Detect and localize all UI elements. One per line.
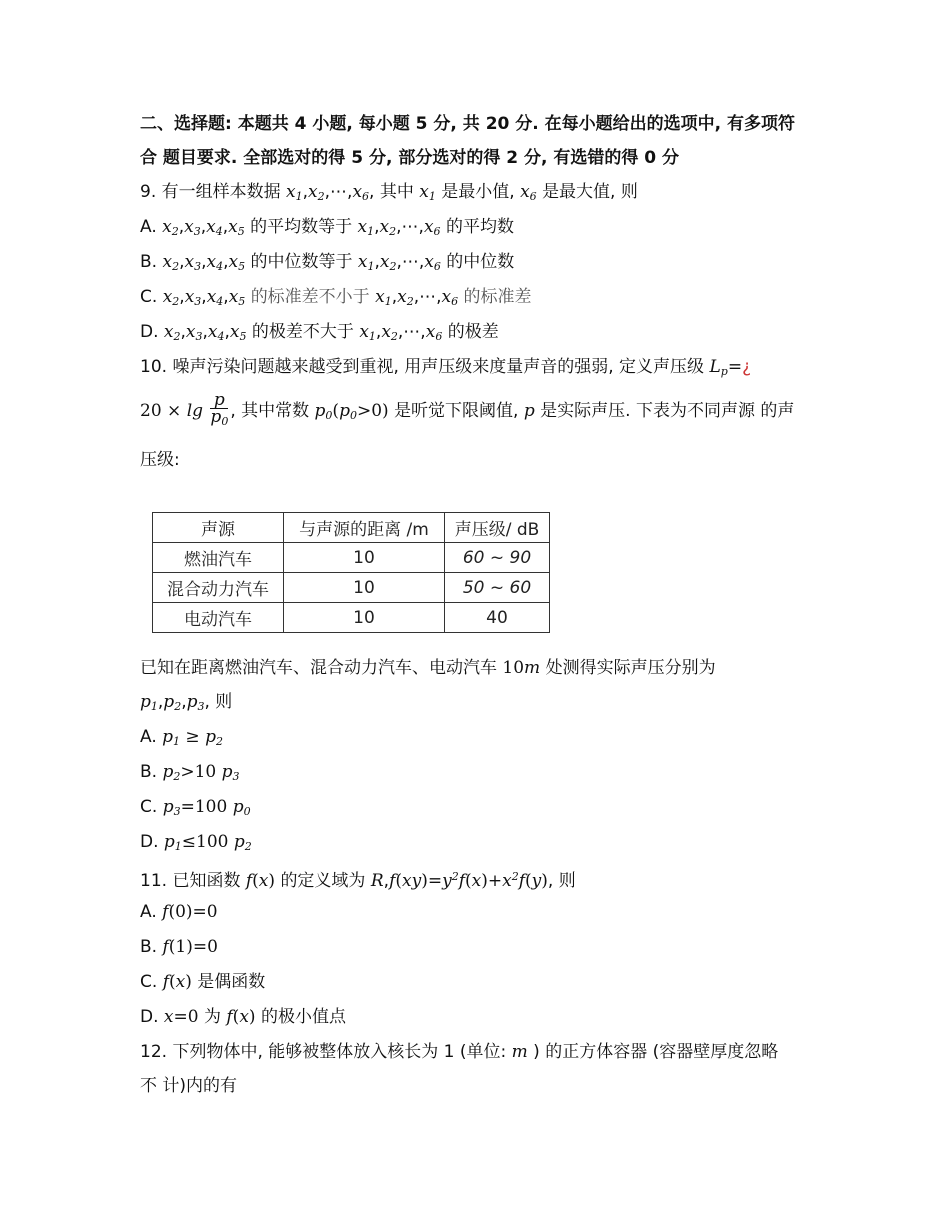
q10-stem: 10. 噪声污染问题越来越受到重视, 用声压级来度量声音的强弱, 定义声压级 $L_p=¿$ — [140, 357, 752, 378]
q9-option-b: B. $x_2,x_3,x_4,x_5$ 的中位数等于 $x_1,x_2,\cdots,x_6$ 的中位数 — [140, 252, 515, 273]
q11-stem: 11. 已知函数 f(x) 的定义域为 $R,f(xy)=y^2f(x)+x^2f(y)$, 则 — [140, 870, 576, 891]
q9-stem: 9. 有一组样本数据 $x_1,x_2,\cdots,x_6$, 其中 $x_1$ 是最小值, $x_6$ 是最大值, 则 — [140, 182, 638, 203]
section-header-line1: 二、选择题: 本题共 4 小题, 每小题 5 分, 共 20 分. 在每小题给出的选项中, 有多项符 — [140, 114, 796, 134]
table-header-row — [153, 513, 550, 543]
sound-level-table — [152, 512, 550, 633]
table-header-distance: 与声源的距离 /m — [284, 513, 445, 543]
table-row: 燃油汽车 10 60 ~ 90 — [153, 543, 550, 573]
q10-formula-line: 20 × lg $\frac{p}{p_0}$ , 其中常数 $p_0(p_0>0)$ 是听觉下限阈值, p 是实际声压. 下表为不同声源 的声 — [140, 390, 795, 428]
q12-stem: 12. 下列物体中, 能够被整体放入核长为 1 (单位: m ) 的正方体容器 (容器壁厚度忽略 — [140, 1042, 779, 1062]
q10-after-table: 已知在距离燃油汽车、混合动力汽车、电动汽车 10m 处测得实际声压分别为 — [140, 658, 716, 678]
q9-option-c: C. $x_2,x_3,x_4,x_5$ 的标准差不小于 $x_1,x_2,\cdots,x_6$ 的标准差 — [140, 287, 532, 308]
q11-option-c: C. f(x) 是偶函数 — [140, 972, 266, 992]
fraction-p-over-p0: $\frac{p}{p_0}$ — [210, 390, 229, 428]
table-header-source: 声源 — [153, 513, 284, 543]
q11-option-d: D. x=0 为 f(x) 的极小值点 — [140, 1007, 346, 1027]
q10-after-table-2: $p_1,p_2,p_3$, 则 — [140, 692, 233, 713]
q11-option-a: A. f(0)=0 — [140, 902, 218, 922]
q9-option-a: A. $x_2,x_3,x_4,x_5$ 的平均数等于 $x_1,x_2,\cdots,x_6$ 的平均数 — [140, 217, 514, 238]
q10-option-c: C. $p_3=100$ $p_0$ — [140, 797, 251, 818]
q10-option-a: A. $p_1 \ge p_2$ — [140, 727, 223, 748]
table-header-level: 声压级/ dB — [445, 513, 550, 543]
table-row: 混合动力汽车 10 50 ~ 60 — [153, 573, 550, 603]
q9-option-d: D. $x_2,x_3,x_4,x_5$ 的极差不大于 $x_1,x_2,\cdots,x_6$ 的极差 — [140, 322, 499, 343]
q11-option-b: B. f(1)=0 — [140, 937, 218, 957]
q10-option-b: B. $p_2>10$ $p_3$ — [140, 762, 240, 783]
section-header-line2: 合 题目要求. 全部选对的得 5 分, 部分选对的得 2 分, 有选错的得 0 分 — [140, 148, 680, 168]
q12-stem-2: 不 计)内的有 — [140, 1076, 238, 1096]
q10-stem-end: 压级: — [140, 450, 180, 470]
table-row: 电动汽车 10 40 — [153, 603, 550, 633]
q10-option-d: D. $p_1\le 100$ $p_2$ — [140, 832, 252, 853]
